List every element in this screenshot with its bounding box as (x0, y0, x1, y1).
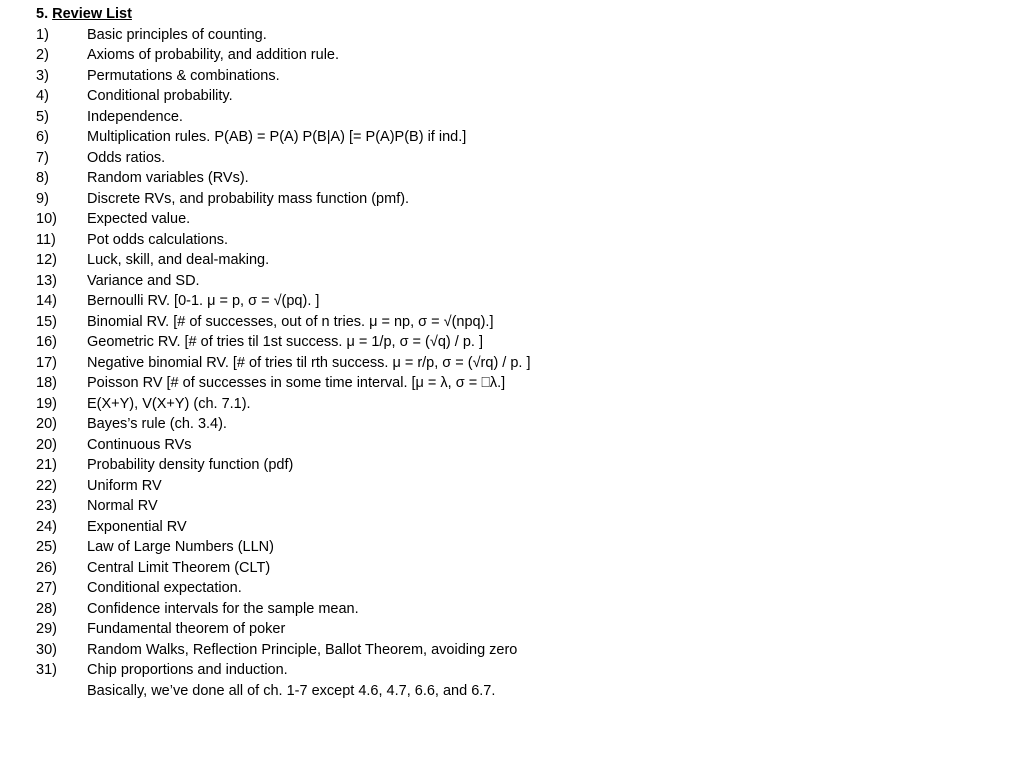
list-item (36, 148, 996, 169)
item-number: 2) (36, 47, 49, 63)
item-number: 9) (36, 190, 49, 207)
item-text: Random variables (RVs). (87, 170, 249, 186)
list-item (36, 455, 996, 476)
list-item (36, 496, 996, 517)
item-number: 5) (36, 108, 49, 125)
footer-note: Basically, we’ve done all of ch. 1-7 except 4.6, 4.7, 6.6, and 6.7. (87, 682, 496, 699)
item-text: Uniform RV (87, 477, 162, 494)
list-item (36, 517, 996, 538)
list-item (36, 660, 996, 681)
list-item (36, 332, 996, 353)
item-text: Central Limit Theorem (CLT) (87, 559, 271, 576)
item-number: 27) (36, 580, 57, 596)
item-text: Probability density function (pdf) (87, 457, 294, 473)
item-number: 16) (36, 334, 57, 350)
item-number: 24) (36, 518, 57, 535)
item-text: Exponential RV (87, 518, 187, 535)
item-text: Basic principles of counting. (87, 26, 267, 43)
item-number: 28) (36, 600, 57, 617)
list-item (36, 476, 996, 497)
title-text: Review List (52, 6, 132, 22)
list-item (36, 45, 996, 66)
item-number: 20) (36, 436, 57, 453)
item-number: 19) (36, 395, 57, 412)
list-item (36, 250, 996, 271)
list-item (36, 189, 996, 210)
list-item (36, 127, 996, 148)
slide-content (36, 4, 996, 701)
item-number: 31) (36, 662, 57, 678)
item-number: 1) (36, 26, 49, 43)
item-text: Axioms of probability, and addition rule. (87, 47, 340, 63)
list-item (36, 373, 996, 394)
item-number: 3) (36, 67, 49, 84)
item-text: Independence. (87, 108, 183, 125)
item-number: 26) (36, 559, 57, 576)
item-text: Conditional expectation. (87, 580, 242, 596)
item-number: 22) (36, 477, 57, 494)
item-text: Continuous RVs (87, 436, 192, 453)
item-number: 10) (36, 211, 57, 227)
list-item (36, 599, 996, 620)
item-number: 13) (36, 272, 57, 289)
item-text: E(X+Y), V(X+Y) (ch. 7.1). (87, 395, 251, 412)
list-item (36, 578, 996, 599)
list-item (36, 25, 996, 46)
item-number: 20) (36, 416, 57, 432)
item-number: 30) (36, 641, 57, 658)
list-item (36, 86, 996, 107)
item-text: Binomial RV. [# of successes, out of n tries. μ = np, σ = √(npq).] (87, 313, 494, 330)
item-text: Expected value. (87, 211, 191, 227)
list-item (36, 271, 996, 292)
list-item (36, 558, 996, 579)
item-number: 11) (36, 231, 56, 248)
item-number: 8) (36, 170, 49, 186)
item-number: 21) (36, 457, 57, 473)
item-text: Random Walks, Reflection Principle, Ballot Theorem, avoiding zero (87, 641, 518, 658)
item-text: Bayes’s rule (ch. 3.4). (87, 416, 227, 432)
item-number: 14) (36, 293, 57, 309)
item-text: Normal RV (87, 498, 158, 514)
item-number: 17) (36, 354, 57, 371)
item-text: Negative binomial RV. [# of tries til rth success. μ = r/p, σ = (√rq) / p. ] (87, 354, 531, 371)
list-item (36, 107, 996, 128)
list-item (36, 394, 996, 415)
item-number: 29) (36, 621, 57, 637)
item-number: 4) (36, 88, 49, 104)
item-number: 25) (36, 539, 57, 555)
list-item (36, 230, 996, 251)
list-item (36, 312, 996, 333)
title-number: 5. (36, 6, 49, 22)
page-title (36, 4, 996, 25)
item-number: 12) (36, 252, 57, 268)
item-number: 23) (36, 498, 57, 514)
item-text: Variance and SD. (87, 272, 200, 289)
item-text: Bernoulli RV. [0-1. μ = p, σ = √(pq). ] (87, 293, 320, 309)
review-list (36, 25, 996, 681)
list-item (36, 435, 996, 456)
list-item (36, 209, 996, 230)
item-text: Multiplication rules. P(AB) = P(A) P(B|A) [= P(A)P(B) if ind.] (87, 129, 467, 145)
item-text: Discrete RVs, and probability mass function (pmf). (87, 190, 410, 207)
list-item (36, 66, 996, 87)
item-number: 6) (36, 129, 49, 145)
item-text: Conditional probability. (87, 88, 233, 104)
list-item (36, 537, 996, 558)
item-text: Chip proportions and induction. (87, 662, 288, 678)
item-text: Luck, skill, and deal-making. (87, 252, 270, 268)
list-item (36, 291, 996, 312)
list-item (36, 640, 996, 661)
item-number: 18) (36, 375, 57, 391)
item-number: 15) (36, 313, 57, 330)
item-text: Geometric RV. [# of tries til 1st success. μ = 1/p, σ = (√q) / p. ] (87, 334, 483, 350)
list-item (36, 168, 996, 189)
item-text: Permutations & combinations. (87, 67, 280, 84)
list-item (36, 414, 996, 435)
item-text: Confidence intervals for the sample mean. (87, 600, 359, 617)
item-text: Fundamental theorem of poker (87, 621, 286, 637)
item-text: Pot odds calculations. (87, 231, 229, 248)
list-item (36, 353, 996, 374)
item-text: Law of Large Numbers (LLN) (87, 539, 274, 555)
list-item (36, 619, 996, 640)
item-text: Odds ratios. (87, 149, 166, 166)
item-number: 7) (36, 149, 49, 166)
item-text: Poisson RV [# of successes in some time interval. [μ = λ, σ = ⎕λ.] (87, 375, 506, 391)
